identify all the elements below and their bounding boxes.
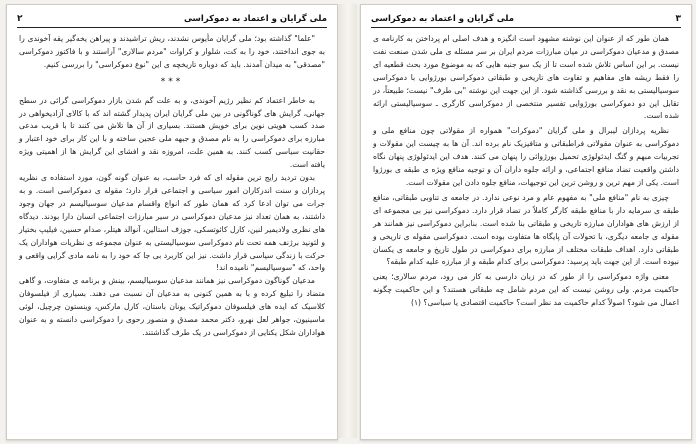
- left-page-header: [17, 11, 327, 28]
- right-page-body: [373, 33, 679, 433]
- paragraph: همان طور که از عنوان این نوشته مشهود است انگیزه و هدف اصلی ام پرداختن به کارنامه ی مصدق و مدعیان دموکراسی در میان مبارزات مردم ایران بر سر مسئله ی ملی شدن صنعت نفت نیست. بر این اساس تلاش شده است تا از یک سو جنبه هایی که به موضوع مورد بحث قطعیه ای را فقط ریشه های مفاهیم و تفاوت های تاریخی و طبقاتی دموکراسی بورژوایی با دموکراسی سوسیالیستی به نقد و بررسی گذاشته شود. از این جهت این نوشته "بی طرف" نیست؛ طبیعتاً، در تقابل این دو دموکراسی بورژوایی تفسیر منتخصی از دموکراسی کارگری ـ سوسیالیستی ارائه شده است.: [373, 34, 679, 121]
- left-page-number: ۲: [17, 14, 23, 24]
- book-gutter: [339, 4, 357, 438]
- paragraph: نظریه پردازان لیبرال و ملی گرایان "دموکرات" همواره از مقولاتی چون منافع ملی و دموکراسی به عنوان مقولاتی فراطبقاتی و متافیزیک نام برده اند. آن ها به چیست این مقولات و تجربیات مبهم و گنگ ایدئولوژی تحمیل بورژوائی را پنهان می کنند. هدف این ایدئولوژی پنهان نگاه داشتن واقعیت تضاد منافع اجتماعی، و ارائه جلوه داران آن و توجیه منافع ویژه ی طبقه ی بورژوا است. یکی از مهم ترین و روشن ترین این توجیهات، منافع جلوه دادن این مقولات است.: [373, 126, 679, 187]
- right-page: [360, 4, 692, 440]
- book-spread: [6, 4, 690, 440]
- right-page-number: ۳: [675, 14, 681, 24]
- left-page: [6, 4, 338, 440]
- paragraph: بدون تردید رایج ترین مقوله ای که فرد حاسب، به عنوان گونه گون، مورد استفاده ی نظریه پردازان و سنت اندرکاران امور سیاسی و اجتماعی قرار دارد؛ مقوله ی دموکراسی است. و به جرات می توان ادعا کرد که همان طور که انواع واقسام مدعیان سوسیالیسم در جهان وجود داشتند، به همان تعداد نیز مدعیان دموکراسی در سیر مبارزات اجتماعی انسان دارا بودند. دیدگاه های نظری ولادیمیر لنین، کارل کائوتسکی، جوزف استالین، آنوالد هیتلر، صدام حسین، فیلیپ بختیار و لئونید برژنف همه تحت نام دموکراسی سوسیالیستی به عنوان مجموعه ی نظریات هواداران یک حرکت با زندگی سیاسی قرار داشت. نیز این کاربرد بی جا که خود را به نامه مادی گرایی واقعی و واحد، که "سوسیالیسم" نامیده اند!: [19, 173, 325, 273]
- left-page-running-title: ملی گرایان و اعتماد به دموکراسی: [183, 14, 327, 24]
- right-page-header: [371, 11, 681, 28]
- paragraph: معنی واژه دموکراسی را از طور که در زبان دارسی به کار می رود، مردم سالاری؛ یعنی حاکمیت مردم. ولی روشن نیست که این مردم شامل چه طبقاتی هستند؟ و این حاکمیت چگونه اعمال می شود؟ اصولاً کدام حاکمیت مد نظر است؟ حاکمیت اقتصادی یا سیاسی؟ (۱): [373, 272, 679, 308]
- right-page-running-title: ملی گرایان و اعتماد به دموکراسی: [371, 14, 515, 24]
- left-page-body: [19, 33, 325, 433]
- paragraph: چیزی به نام "منافع ملی" به مفهوم عام و مرد نوعی ندارد. در جامعه ی تناوبی طبقاتی، منافع طبقه ی سرمایه دار با منافع طبقه کارگر کاملاً در تضاد قرار دارد. دموکراسی نیز بی مجموعه ای از ارزش های هواداران مبارزه تاریخی و طبقاتی بنا شده است. بنابراین دموکراسی نیز همانند هر مقوله ی جامعه دیگری، با تحولات آن پایگاه ها متفاوت بوده است. دموکراسی مقوله ی تاریخی و طبقاتی دارد. اهداف طبقات مختلف از مبارزه برای دموکراسی در طول تاریخ و جامعه ی یکسان نبوده است. از این جهت باید پرسید: دموکراسی برای کدام طبقه و از مبارزه علیه کدام طبقه؟: [373, 192, 679, 267]
- section-separator: ***: [160, 76, 184, 87]
- paragraph: "علما" گذاشته بود؛ ملی گرایان مأیوس نشدند، ریش تراشیدند و پیراهن یخه‌گیر یقه آخوندی را به جوی انداختند، خود را به کت، شلوار و کراوات "مردم سالاری" آراستند و با فاکتور دموکراسی "مصدقی" به میدان آمدند. باید که دوباره تاریخچه ی این "نوع دموکراسی" را بررسی کنیم.: [19, 34, 325, 69]
- paragraph: به خاطر اعتماد کم نظیر رژیم آخوندی، و به علت گم شدن بازار دموکراسی گرائی در سطح جهانی، گرایش های گوناگونی در بین ملی گرایان ایران پدیدار گشته اند که با کالای آزادیخواهی در صدد کسب هویتی نوین برای خویش هستند. بسیاری از آن ها تلاش می کنند تا با قریب مدعی مبارزه برای دموکراسی را به نام مصدق و جبهه ملی عجین ساخته و با این کار برای خود اعتبار و حقانیت سیاسی کسب کنند. به همین علت، امروزه نقد و افشای این گرایش ها از اهمیتی ویژه یافته است.: [19, 95, 325, 170]
- paragraph: مدعیان گوناگون دموکراسی نیز همانند مدعیان سوسیالیسم، بینش و برنامه ی متفاوت، و گاهی متضاد را تبلیغ کرده و با به همین کنونی به مدعیان آن نسبت می دهند. بسیاری از فیلسوفان کلاسیک که ایده های فیلسوفان دموکراتیک یونان باستان، کارل مارکس، وینستون چرچیل، لوئی ماسینیون، جواهر لعل نهرو، دکتر محمد مصدق و منصور رحوی را دموکراسی دانسته و به عنوان هواداران شکل یکتایی از دموکراسی در یک طرف گذاشتند.: [19, 276, 325, 337]
